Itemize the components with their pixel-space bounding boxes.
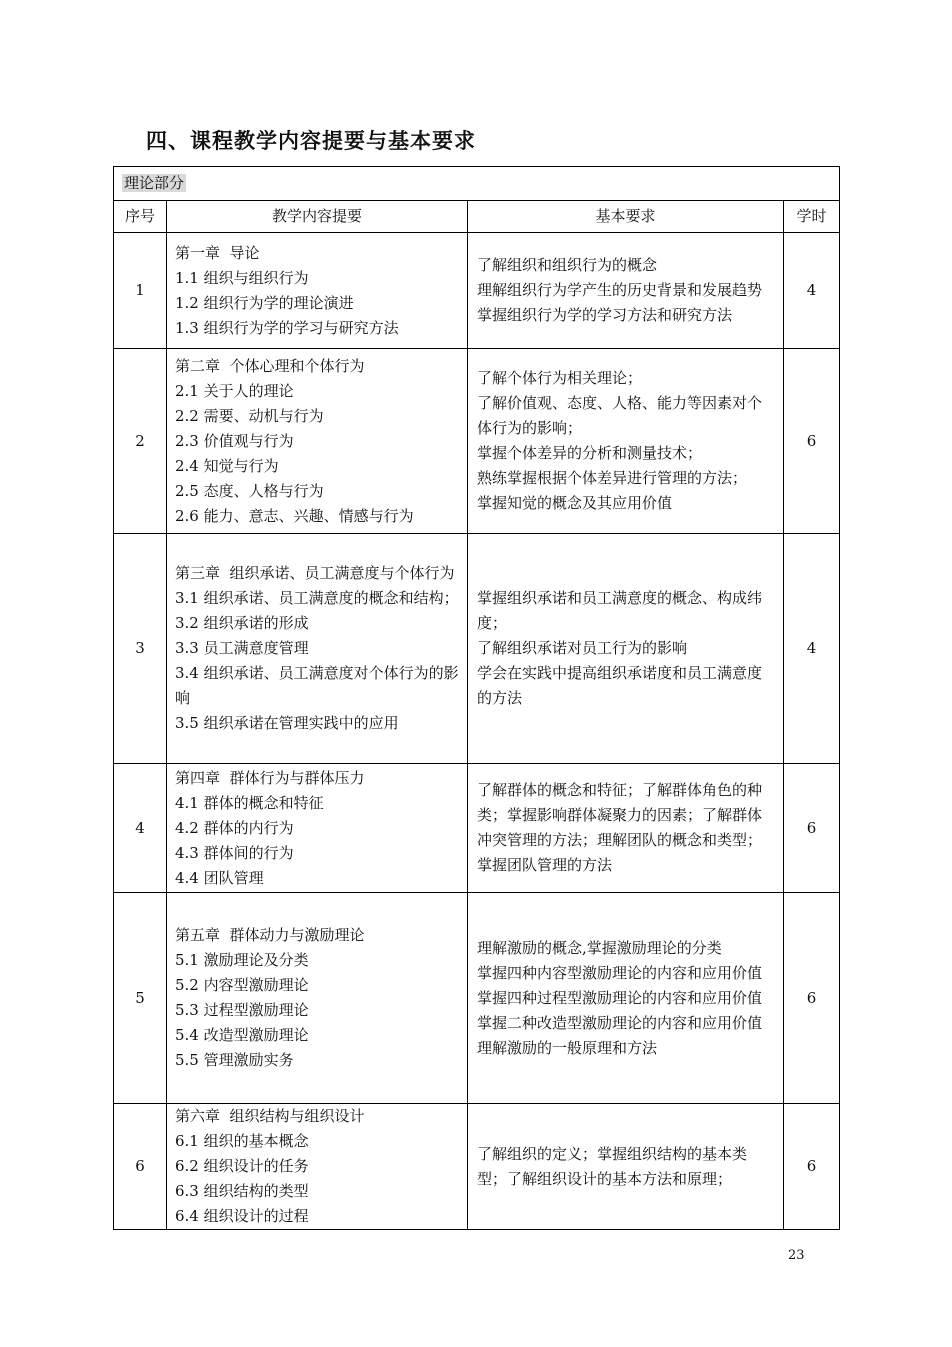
content-line: 5.4 改造型激励理论 (175, 1026, 309, 1044)
row-number: 3 (114, 534, 167, 764)
row-hours: 4 (784, 233, 840, 349)
content-line: 4.2 群体的内行为 (175, 818, 294, 837)
content-line: 1.2 组织行为学的理论演进 (175, 293, 354, 312)
section-cell (114, 167, 840, 201)
requirement-line: 掌握四种过程型激励理论的内容和应用价值 (477, 988, 763, 1007)
content-line: 第四章 群体行为与群体压力 (175, 768, 365, 787)
table-row (114, 893, 840, 1104)
header-row (114, 201, 840, 233)
column-header-hours: 学时 (784, 201, 840, 233)
requirement-line: 了解群体的概念和特征；了解群体角色的种类；掌握影响群体凝聚力的因素；了解群体冲突管理的方法；理解团队的概念和类型；掌握团队管理的方法 (477, 781, 763, 874)
content-line: 3.1 组织承诺、员工满意度的概念和结构； (175, 589, 459, 607)
content-cell (167, 1104, 468, 1230)
requirements-cell (468, 893, 784, 1104)
content-line: 6.1 组织的基本概念 (175, 1132, 309, 1150)
content-cell (167, 893, 468, 1104)
table-row (114, 534, 840, 764)
content-cell (167, 534, 468, 764)
content-line: 2.3 价值观与行为 (175, 431, 294, 450)
column-header-content: 教学内容提要 (167, 201, 468, 233)
column-header-requirements: 基本要求 (468, 201, 784, 233)
row-number: 1 (114, 233, 167, 349)
content-line: 1.3 组织行为学的学习与研究方法 (175, 318, 399, 337)
content-cell (167, 233, 468, 349)
content-line: 第五章 群体动力与激励理论 (175, 926, 365, 944)
row-number: 2 (114, 349, 167, 534)
content-line: 2.5 态度、人格与行为 (175, 481, 324, 500)
row-hours: 6 (784, 764, 840, 893)
requirement-line: 学会在实践中提高组织承诺度和员工满意度的方法 (477, 664, 763, 707)
requirement-line: 理解激励的一般原理和方法 (477, 1038, 658, 1057)
content-line: 5.5 管理激励实务 (175, 1051, 294, 1069)
table-body (114, 167, 840, 1230)
requirement-line: 掌握二种改造型激励理论的内容和应用价值 (477, 1013, 763, 1032)
content-line: 3.4 组织承诺、员工满意度对个体行为的影响 (175, 664, 459, 707)
content-line: 4.1 群体的概念和特征 (175, 793, 324, 812)
content-line: 3.5 组织承诺在管理实践中的应用 (175, 714, 399, 732)
requirement-line: 了解组织承诺对员工行为的影响 (477, 639, 688, 657)
row-number: 4 (114, 764, 167, 893)
requirement-line: 掌握知觉的概念及其应用价值 (477, 494, 673, 512)
row-hours: 6 (784, 349, 840, 534)
requirements-cell (468, 1104, 784, 1230)
row-hours: 6 (784, 1104, 840, 1230)
page-number: 23 (788, 1248, 805, 1263)
content-cell (167, 764, 468, 893)
content-line: 5.3 过程型激励理论 (175, 1001, 309, 1019)
content-line: 2.1 关于人的理论 (175, 381, 294, 400)
requirement-line: 理解激励的概念,掌握激励理论的分类 (477, 938, 722, 957)
content-line: 2.4 知觉与行为 (175, 456, 279, 475)
requirement-line: 熟练掌握根据个体差异进行管理的方法； (477, 469, 748, 487)
content-line: 6.4 组织设计的过程 (175, 1207, 309, 1225)
row-hours: 6 (784, 893, 840, 1104)
content-line: 第三章 组织承诺、员工满意度与个体行为 (175, 564, 455, 582)
requirements-cell (468, 349, 784, 534)
requirement-line: 掌握四种内容型激励理论的内容和应用价值 (477, 963, 763, 982)
table-row (114, 233, 840, 349)
content-line: 3.3 员工满意度管理 (175, 639, 309, 657)
section-row (114, 167, 840, 201)
requirement-line: 了解组织的定义；掌握组织结构的基本类型；了解组织设计的基本方法和原理； (477, 1144, 748, 1188)
section-label: 理论部分 (124, 174, 185, 192)
requirement-line: 了解组织和组织行为的概念 (477, 256, 658, 274)
requirements-cell (468, 233, 784, 349)
requirement-line: 掌握组织行为学的学习方法和研究方法 (477, 306, 733, 324)
content-line: 2.6 能力、意志、兴趣、情感与行为 (175, 506, 414, 525)
content-line: 2.2 需要、动机与行为 (175, 406, 324, 425)
table-row (114, 1104, 840, 1230)
requirement-line: 掌握个体差异的分析和测量技术； (477, 444, 703, 462)
content-line: 4.3 群体间的行为 (175, 843, 294, 862)
content-line: 6.2 组织设计的任务 (175, 1157, 309, 1175)
content-line: 5.1 激励理论及分类 (175, 951, 309, 969)
requirements-cell (468, 764, 784, 893)
table-row (114, 349, 840, 534)
content-line: 第一章 导论 (175, 243, 260, 262)
content-line: 4.4 团队管理 (175, 868, 264, 887)
content-line: 1.1 组织与组织行为 (175, 268, 309, 287)
requirement-line: 掌握组织承诺和员工满意度的概念、构成纬度； (477, 589, 763, 632)
table-row (114, 764, 840, 893)
row-number: 6 (114, 1104, 167, 1230)
column-header-num: 序号 (114, 201, 167, 233)
page-heading: 四、课程教学内容提要与基本要求 (146, 128, 476, 153)
requirements-cell (468, 534, 784, 764)
content-line: 5.2 内容型激励理论 (175, 976, 309, 994)
content-line: 3.2 组织承诺的形成 (175, 614, 309, 632)
content-line: 第六章 组织结构与组织设计 (175, 1107, 365, 1125)
requirement-line: 了解个体行为相关理论； (477, 369, 643, 387)
content-cell (167, 349, 468, 534)
content-line: 6.3 组织结构的类型 (175, 1182, 309, 1200)
requirement-line: 理解组织行为学产生的历史背景和发展趋势 (477, 281, 763, 299)
course-content-table (113, 166, 840, 1230)
content-line: 第二章 个体心理和个体行为 (175, 356, 365, 375)
requirement-line: 了解价值观、态度、人格、能力等因素对个体行为的影响； (477, 394, 763, 437)
row-hours: 4 (784, 534, 840, 764)
row-number: 5 (114, 893, 167, 1104)
